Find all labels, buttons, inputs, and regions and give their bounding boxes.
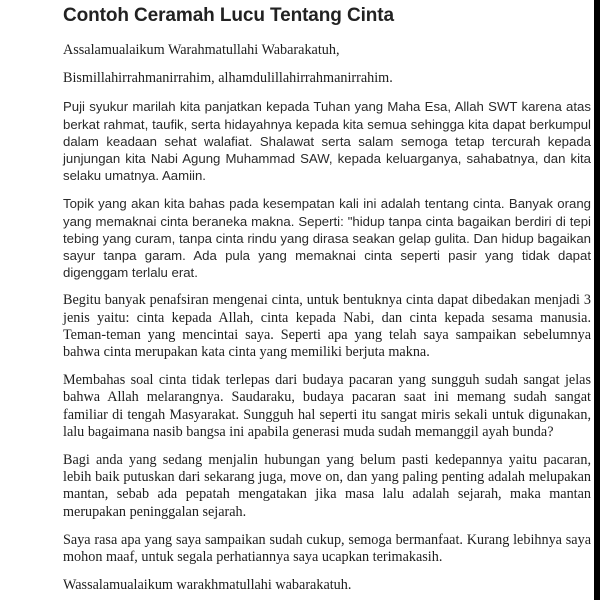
page-edge-shadow: [594, 0, 600, 600]
dating-culture-paragraph: Membahas soal cinta tidak terlepas dari budaya pacaran yang sungguh sudah sangat jelas bahwa Allah melarangnya. Saudaraku, budaya pacaran saat ini memang sudah sangat familiar di tengah Masyarakat. Sungguh hal seperti itu sangat miris sekali untuk digunakan, lalu bagaimana nasib bangsa ini apabila generasi muda sudah memanggil ayah bunda?: [63, 372, 591, 440]
document-body: [63, 4, 591, 600]
document-title: Contoh Ceramah Lucu Tentang Cinta: [63, 5, 394, 26]
gratitude-paragraph: Puji syukur marilah kita panjatkan kepada Tuhan yang Maha Esa, Allah SWT karena atas berkat rahmat, taufik, serta hidayahnya kepada kita semua sehingga kita dapat berkumpul dalam keadaan sehat walafiat. Shalawat serta salam semoga tetap tercurah kepada junjungan kita Nabi Agung Muhammad SAW, kepada keluarganya, sahabatnya, dan kita selaku umatnya. Aamiin.: [63, 99, 591, 184]
topic-paragraph: Topik yang akan kita bahas pada kesempatan kali ini adalah tentang cinta. Banyak orang yang memaknai cinta beraneka makna. Seperti: "hidup tanpa cinta bagaikan berdiri di tepi tebing yang curam, tanpa cinta rindu yang dirasa seakan gelap gulita. Dan hidup bagaikan sayur tanpa garam. Ada pula yang memaknai cinta seperti pasir yang tidak dapat digenggam terlalu erat.: [63, 196, 591, 281]
closing-paragraph: Saya rasa apa yang saya sampaikan sudah cukup, semoga bermanfaat. Kurang lebihnya saya mohon maaf, untuk segala perhatiannya saya ucapkan terimakasih.: [63, 531, 591, 566]
opening-paragraph: Bismillahirrahmanirrahim, alhamdulillahirrahmanirrahim.: [63, 70, 393, 87]
farewell-paragraph: Wassalamualaikum warakhmatullahi wabarakatuh.: [63, 577, 352, 594]
advice-paragraph: Bagi anda yang sedang menjalin hubungan yang belum pasti kedepannya yaitu pacaran, lebih baik putuskan dari sekarang juga, move on, dan yang paling penting adalah melupakan mantan, sebab ada pepatah mengatakan jika masa lalu adalah sejarah, maka mantan merupakan peninggalan sejarah.: [63, 452, 591, 520]
love-types-paragraph: Begitu banyak penafsiran mengenai cinta, untuk bentuknya cinta dapat dibedakan menjadi 3 jenis yaitu: cinta kepada Allah, cinta kepada Nabi, dan cinta kepada sesama manusia. Teman-teman yang mencintai saya. Seperti apa yang telah saya sampaikan sebelumnya bahwa cinta merupakan kata cinta yang memiliki berjuta makna.: [63, 292, 591, 361]
greeting-paragraph: Assalamualaikum Warahmatullahi Wabarakatuh,: [63, 42, 340, 58]
